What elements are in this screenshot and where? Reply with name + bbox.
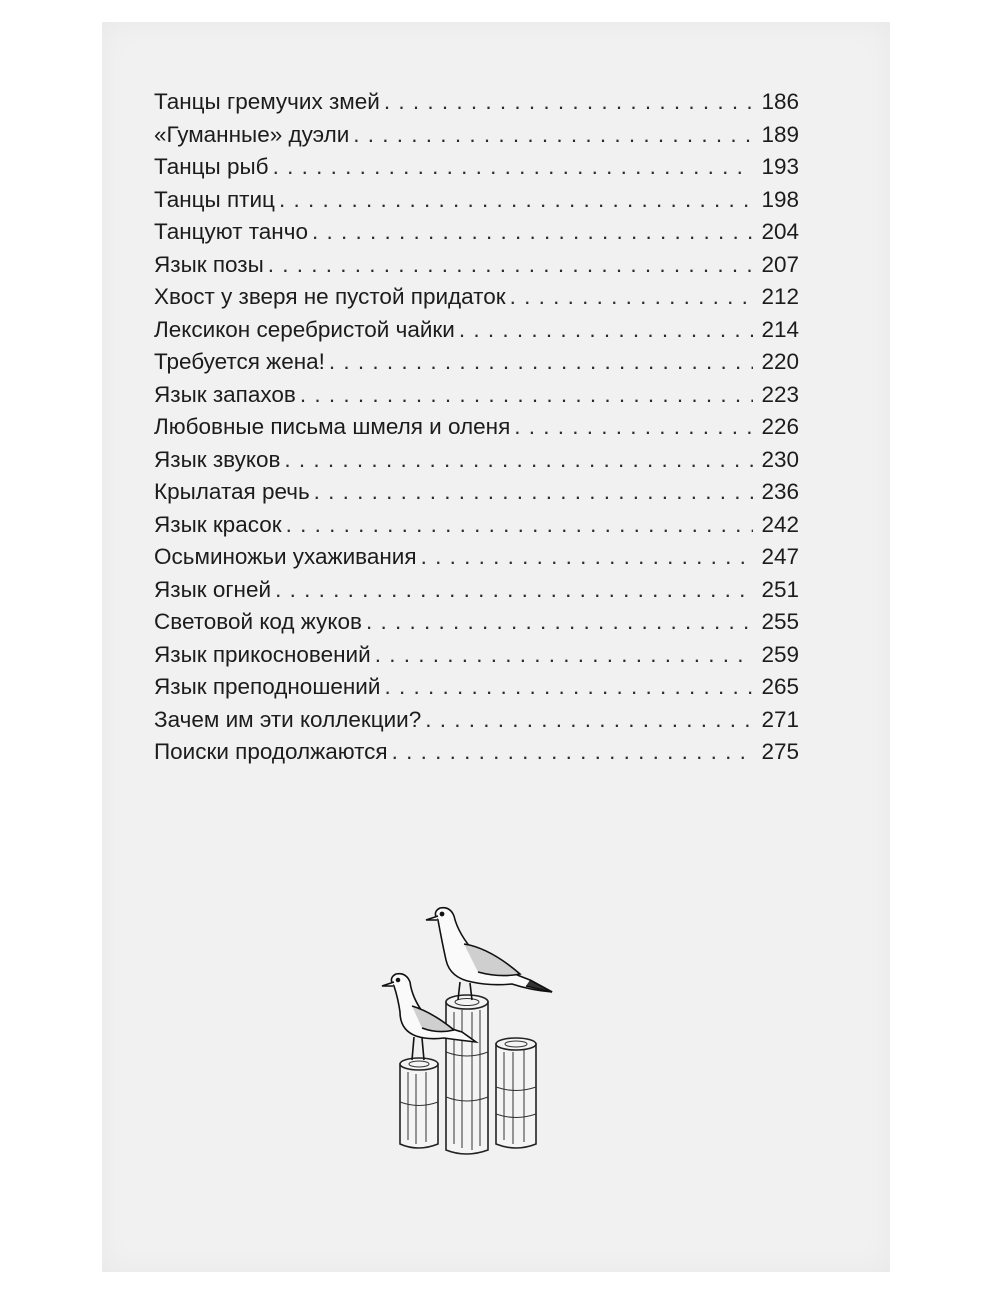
toc-entry-page-number: 223	[761, 381, 799, 407]
toc-entry	[154, 184, 799, 217]
toc-entry-title: Лексикон серебристой чайки	[154, 316, 455, 342]
toc-entry	[154, 541, 799, 574]
toc-entry-title: Танцы рыб	[154, 154, 269, 179]
toc-leader-dots	[425, 704, 753, 737]
toc-leader-dots	[375, 639, 754, 672]
seagulls-on-pilings-icon	[380, 882, 570, 1162]
toc-entry	[154, 86, 799, 119]
toc-entry-page-number: 226	[761, 414, 799, 439]
toc-entry-title: Танцы птиц	[154, 186, 275, 212]
toc-entry-title: Танцуют танчо	[154, 219, 308, 244]
toc-entry	[154, 346, 799, 379]
toc-entry-title: Световой код жуков	[154, 609, 362, 634]
toc-entry	[154, 704, 799, 737]
toc-entry-title: Язык огней	[154, 576, 272, 602]
toc-entry-title: Язык запахов	[154, 381, 296, 407]
toc-entry	[154, 509, 799, 542]
toc-leader-dots	[353, 119, 753, 152]
toc-leader-dots	[312, 216, 753, 249]
toc-entry	[154, 639, 799, 672]
toc-entry-title: Танцы гремучих змей	[154, 89, 380, 114]
toc-entry-title: «Гуманные» дуэли	[154, 121, 350, 147]
toc-entry	[154, 314, 799, 347]
toc-entry	[154, 574, 799, 607]
toc-entry-page-number: 259	[761, 641, 799, 667]
toc-entry-page-number: 220	[761, 349, 799, 374]
toc-leader-dots	[392, 736, 754, 769]
toc-entry	[154, 606, 799, 639]
toc-leader-dots	[329, 346, 754, 379]
toc-leader-dots	[459, 314, 754, 347]
toc-entry-page-number: 236	[761, 479, 799, 504]
toc-entry	[154, 671, 799, 704]
toc-leader-dots	[275, 574, 753, 607]
toc-entry-page-number: 207	[761, 251, 799, 277]
toc-leader-dots	[273, 151, 754, 184]
toc-leader-dots	[300, 379, 754, 412]
toc-leader-dots	[384, 86, 754, 119]
toc-entry-page-number: 230	[761, 446, 799, 472]
toc-entry-title: Зачем им эти коллекции?	[154, 706, 422, 732]
toc-entry	[154, 379, 799, 412]
toc-entry-page-number: 265	[761, 674, 799, 699]
toc-entry-title: Требуется жена!	[154, 349, 325, 374]
toc-leader-dots	[279, 184, 754, 217]
toc-entry	[154, 249, 799, 282]
toc-entry	[154, 411, 799, 444]
toc-entry-page-number: 193	[761, 154, 799, 179]
toc-entry-page-number: 198	[761, 186, 799, 212]
toc-entry-title: Поиски продолжаются	[154, 739, 388, 764]
toc-leader-dots	[384, 671, 753, 704]
toc-entry	[154, 119, 799, 152]
toc-entry-page-number: 186	[761, 89, 799, 114]
toc-entry-title: Любовные письма шмеля и оленя	[154, 414, 511, 439]
toc-entry-title: Хвост у зверя не пустой придаток	[154, 284, 506, 309]
toc-entry	[154, 444, 799, 477]
toc-entry	[154, 216, 799, 249]
table-of-contents	[154, 86, 799, 769]
toc-entry-page-number: 214	[761, 316, 799, 342]
toc-leader-dots	[286, 509, 754, 542]
toc-entry-page-number: 189	[761, 121, 799, 147]
toc-entry-title: Язык позы	[154, 251, 264, 277]
toc-entry-page-number: 242	[761, 511, 799, 537]
toc-entry-page-number: 212	[761, 284, 799, 309]
toc-entry	[154, 736, 799, 769]
toc-entry-title: Язык преподношений	[154, 674, 381, 699]
toc-leader-dots	[514, 411, 753, 444]
toc-leader-dots	[284, 444, 753, 477]
toc-leader-dots	[421, 541, 754, 574]
toc-entry-page-number: 204	[761, 219, 799, 244]
toc-entry-title: Язык красок	[154, 511, 282, 537]
toc-entry-page-number: 275	[761, 739, 799, 764]
toc-entry	[154, 281, 799, 314]
toc-entry-title: Крылатая речь	[154, 479, 310, 504]
toc-entry	[154, 151, 799, 184]
toc-leader-dots	[268, 249, 754, 282]
book-page	[102, 22, 890, 1272]
toc-entry-page-number: 271	[761, 706, 799, 732]
toc-entry-page-number: 251	[761, 576, 799, 602]
toc-entry-page-number: 247	[761, 544, 799, 569]
toc-leader-dots	[510, 281, 754, 314]
toc-entry-title: Язык прикосновений	[154, 641, 371, 667]
toc-entry	[154, 476, 799, 509]
toc-entry-title: Осьминожьи ухаживания	[154, 544, 417, 569]
toc-entry-page-number: 255	[761, 609, 799, 634]
toc-leader-dots	[366, 606, 754, 639]
toc-leader-dots	[314, 476, 754, 509]
toc-entry-title: Язык звуков	[154, 446, 281, 472]
